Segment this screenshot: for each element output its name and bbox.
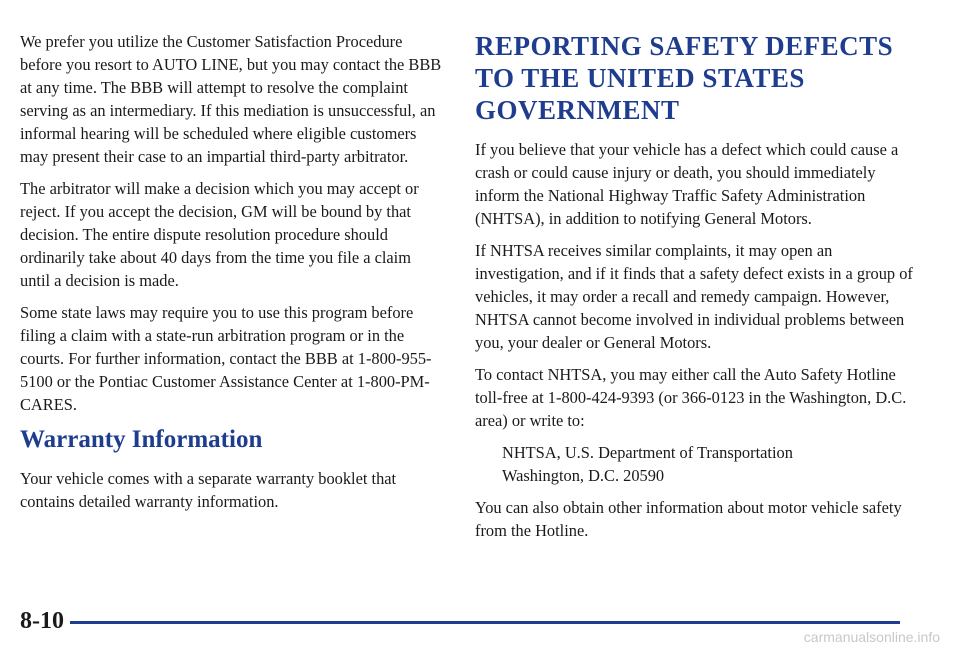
- address-line-2: Washington, D.C. 20590: [502, 466, 665, 485]
- footer-rule: [70, 621, 900, 624]
- page-footer: [20, 606, 900, 636]
- warranty-paragraph: Your vehicle comes with a separate warranty booklet that contains detailed warranty information.: [20, 469, 397, 511]
- page-number: 8-10: [20, 608, 64, 634]
- defect-belief-paragraph: If you believe that your vehicle has a defect which could cause a crash or could cause injury or death, you should immediately inform the National Highway Traffic Safety Administration (NHTSA), in addition to notifying General Motors.: [475, 140, 899, 228]
- nhtsa-complaints-paragraph: If NHTSA receives similar complaints, it may open an investigation, and if it finds that a safety defect exists in a group of vehicles, it may order a recall and remedy campaign. However, NHTSA cannot become involved in individual problems between you, your dealer or General Motors.: [475, 241, 913, 352]
- customer-satisfaction-paragraph: We prefer you utilize the Customer Satisfaction Procedure before you resort to AUTO LINE, but you may contact the BBB at any time. The BBB will attempt to resolve the complaint serving as an intermediary. If this mediation is unsuccessful, an informal hearing will be scheduled where eligible customers may present their case to an impartial third-party arbitrator.: [20, 32, 442, 166]
- watermark: carmanualsonline.info: [803, 629, 940, 645]
- address-line-1: NHTSA, U.S. Department of Transportation: [502, 443, 793, 462]
- left-column: [20, 30, 445, 522]
- safety-defects-heading: REPORTING SAFETY DEFECTS TO THE UNITED STATES GOVERNMENT: [475, 31, 894, 125]
- right-column: [475, 30, 915, 551]
- arbitrator-paragraph: The arbitrator will make a decision which you may accept or reject. If you accept the decision, GM will be bound by that decision. The entire dispute resolution procedure should ordinarily take about 40 days from the time you file a claim until a decision is made.: [20, 179, 419, 290]
- state-laws-paragraph: Some state laws may require you to use this program before filing a claim with a state-run arbitration program or in the courts. For further information, contact the BBB at 1-800-955-5100 or the Pontiac Customer Assistance Center at 1-800-PM-CARES.: [20, 303, 432, 414]
- warranty-heading: Warranty Information: [20, 426, 263, 453]
- hotline-info-paragraph: You can also obtain other information about motor vehicle safety from the Hotline.: [475, 498, 902, 540]
- nhtsa-address: [475, 441, 915, 487]
- contact-nhtsa-paragraph: To contact NHTSA, you may either call the Auto Safety Hotline toll-free at 1-800-424-9393 (or 366-0123 in the Washington, D.C. area) or write to:: [475, 365, 907, 430]
